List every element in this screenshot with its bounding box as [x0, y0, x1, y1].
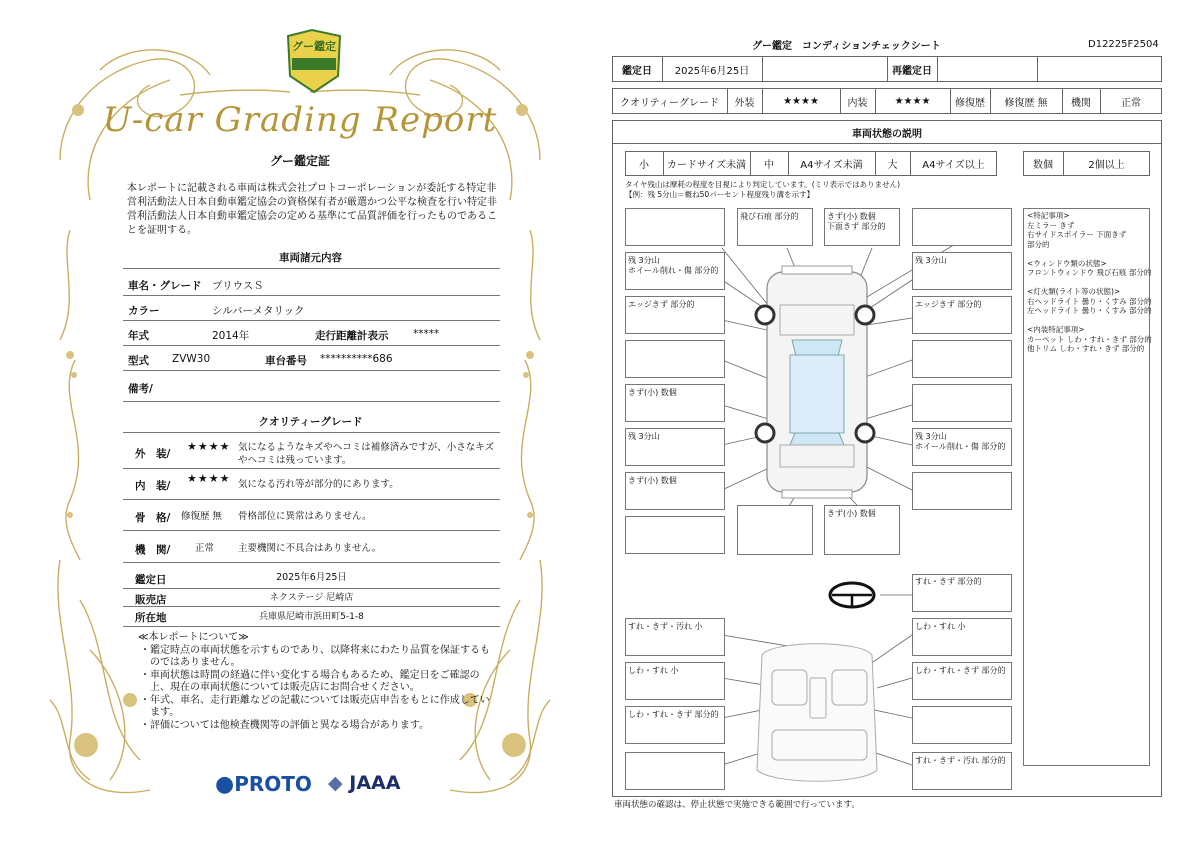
- interior-stars: ★★★★: [187, 472, 231, 485]
- proto-mark-icon: ●: [215, 772, 235, 797]
- location-value: 兵庫県尼崎市浜田町5-1-8: [259, 612, 364, 622]
- sheet-code: D12225F2504: [1088, 39, 1159, 50]
- spec-name-label: 車名・グレード: [128, 280, 202, 292]
- exterior-stars: ★★★★: [187, 440, 231, 453]
- legend-small-desc: カードサイズ未満: [666, 160, 747, 171]
- spec-color-value: シルバーメタリック: [212, 305, 305, 317]
- legend-count-desc: 2個以上: [1088, 160, 1125, 171]
- callout-left-front-tire: 残 3分山 ホイール削れ・傷 部分的: [628, 256, 719, 275]
- callout-interior-seat-right: しわ・すれ・きず 部分的: [915, 666, 1006, 675]
- engine-label: 機 関/: [135, 544, 171, 556]
- callout-box: [912, 384, 1012, 422]
- legend-count: 数個: [1033, 160, 1053, 171]
- spec-mileage-value: *****: [413, 328, 440, 340]
- callout-right-front-tire: 残 3分山: [915, 256, 947, 265]
- legend-small: 小: [639, 160, 649, 171]
- date-label: 鑑定日: [622, 65, 652, 77]
- note-item: ・年式、車名、走行距離などの記載については販売店申告をもとに作成しています。: [140, 694, 490, 718]
- callout-interior-front-right: しわ・すれ 小: [915, 622, 966, 631]
- frame-value: 修復歴 無: [181, 511, 223, 522]
- callout-box: [737, 505, 813, 555]
- spec-chassis-label: 車台番号: [265, 355, 307, 367]
- callout-right-edge: エッジきず 部分的: [915, 300, 982, 309]
- spec-remarks-label: 備考/: [128, 383, 153, 395]
- callout-interior-front-left: すれ・きず・汚れ 小: [628, 622, 703, 631]
- callout-right-rear-tire: 残 3分山 ホイール削れ・傷 部分的: [915, 432, 1006, 451]
- dealer-value: ネクステージ 尼崎店: [269, 593, 354, 603]
- date-value: 2025年6月25日: [674, 65, 750, 77]
- quality-heading: クオリティーグレード: [258, 416, 363, 428]
- callout-left-edge: エッジきず 部分的: [628, 300, 695, 309]
- interior-label: 内装: [847, 97, 868, 109]
- gu-appraisal-badge: グー鑑定: [292, 40, 336, 53]
- callout-front-chip: 飛び石痕 部分的: [740, 212, 799, 221]
- spec-model-label: 型式: [128, 355, 149, 367]
- location-label: 所在地: [135, 612, 167, 624]
- spec-chassis-value: **********686: [320, 353, 393, 365]
- tire-note: タイヤ残山は摩耗の程度を目視により判定しています。(ミリ表示ではありません) 【例：残 5分山＝概ね50パーセント程度残り溝を示す】: [625, 180, 901, 199]
- callout-interior-seat-left: しわ・すれ 小: [628, 666, 679, 675]
- note-item: ・評価については他検査機関等の評価と異なる場合があります。: [140, 719, 429, 731]
- legend-medium: 中: [764, 160, 774, 171]
- redate-label: 再鑑定日: [892, 65, 932, 77]
- condition-heading: 車両状態の説明: [852, 128, 922, 140]
- frame-label: 骨 格/: [135, 512, 171, 524]
- callout-interior-rear-right: すれ・きず・汚れ 部分的: [915, 756, 1006, 765]
- appraisal-date-value: 2025年6月25日: [276, 572, 347, 583]
- repair-label: 修復歴: [955, 97, 985, 109]
- notes-heading: ≪本レポートについて≫: [138, 632, 249, 643]
- certificate-subtitle: グー鑑定証: [269, 154, 330, 168]
- callout-box: [625, 752, 725, 790]
- exterior-comment: 気になるようなキズやヘコミは補修済みですが、小さなキズやヘコミは残っています。: [238, 442, 495, 466]
- specs-heading: 車両諸元内容: [279, 252, 342, 264]
- divider: [123, 268, 500, 269]
- callout-box: [625, 516, 725, 554]
- callout-rear-scratch: きず(小) 数個: [827, 509, 876, 518]
- callout-box: [625, 340, 725, 378]
- repair-value: 修復歴 無: [1004, 97, 1048, 109]
- callout-interior-rear-left: しわ・すれ・きず 部分的: [628, 710, 719, 719]
- callout-box: [912, 208, 1012, 246]
- jaaa-mark-icon: ◆: [328, 772, 343, 794]
- callout-box: [912, 340, 1012, 378]
- spec-color-label: カラー: [128, 305, 160, 317]
- interior-stars: ★★★★: [894, 95, 931, 107]
- frame-comment: 骨格部位に異常はありません。: [238, 511, 372, 522]
- appraisal-date-label: 鑑定日: [135, 574, 167, 586]
- proto-logo: ●PROTO: [215, 772, 312, 797]
- spec-year-value: 2014年: [212, 330, 250, 342]
- sheet-title: グー鑑定 コンディションチェックシート: [752, 41, 941, 52]
- engine-value: 正常: [1121, 97, 1141, 109]
- legend-medium-desc: A4サイズ未満: [800, 160, 863, 171]
- spec-model-value: ZVW30: [172, 353, 211, 365]
- callout-front-scratch: きず(小) 数個 下面きず 部分的: [827, 212, 886, 231]
- exterior-label: 外 装/: [135, 448, 171, 460]
- exterior-label: 外装: [734, 97, 755, 109]
- note-item: ・車両状態は時間の経過に伴い変化する場合もあるため、鑑定日をご確認の上、現在の車両状態については販売店にお問合せください。: [140, 669, 480, 693]
- note-item: ・鑑定時点の車両状態を示すものであり、以降将来にわたり品質を保証するものではありません。: [140, 644, 490, 668]
- callout-left-rear: きず(小) 数個: [628, 476, 677, 485]
- interior-label: 内 装/: [135, 480, 171, 492]
- certificate-intro: 本レポートに記載される車両は株式会社プロトコーポレーションが委託する特定非営利活動法人日本自動車鑑定協会の資格保有者が厳選かつ公平な検査を行い特定非営利活動法人日本自動車鑑定協会の定める基準にて品質評価を行ったものであることを証明する。: [127, 183, 497, 236]
- callout-left-rear-tire: 残 3分山: [628, 432, 660, 441]
- engine-value: 正常: [195, 543, 215, 554]
- jaaa-logo: ◆ JAAA: [328, 772, 401, 794]
- quality-grade-label: クオリティーグレード: [620, 97, 719, 109]
- callout-box: [625, 208, 725, 246]
- report-notes: [138, 632, 498, 732]
- interior-comment: 気になる汚れ等が部分的にあります。: [238, 479, 399, 490]
- dealer-label: 販売店: [135, 594, 167, 606]
- callout-box: [912, 472, 1012, 510]
- certificate-title: U-car Grading Report: [102, 100, 498, 140]
- spec-mileage-label: 走行距離計表示: [315, 330, 389, 342]
- callout-steering: すれ・きず 部分的: [915, 577, 982, 586]
- legend-large: 大: [887, 160, 898, 171]
- special-notes: <特記事項> 左ミラー きず 右サイドスポイラー 下面きず 部分的 <ウィンドウ類の状態> フロントウィンドウ 飛び石痕 部分的 <灯火類(ライト等の状態)> 右ヘッドライト 曇り・くすみ 部分的 左ヘッドライト 曇り・くすみ 部分的 <内装特記事項> カーペット しわ・すれ・きず 部分的 他トリム しわ・すれ・きず 部分的: [1027, 211, 1152, 353]
- callout-left-side: きず(小) 数個: [628, 388, 677, 397]
- engine-label: 機関: [1071, 97, 1091, 109]
- callout-box: [912, 706, 1012, 744]
- engine-comment: 主要機関に不具合はありません。: [238, 543, 382, 554]
- spec-name-value: プリウスＳ: [212, 280, 264, 292]
- spec-year-label: 年式: [128, 330, 149, 342]
- legend-large-desc: A4サイズ以上: [922, 160, 985, 171]
- sheet-footer: 車両状態の確認は、停止状態で実施できる範囲で行っています。: [614, 800, 860, 810]
- exterior-stars: ★★★★: [783, 95, 819, 107]
